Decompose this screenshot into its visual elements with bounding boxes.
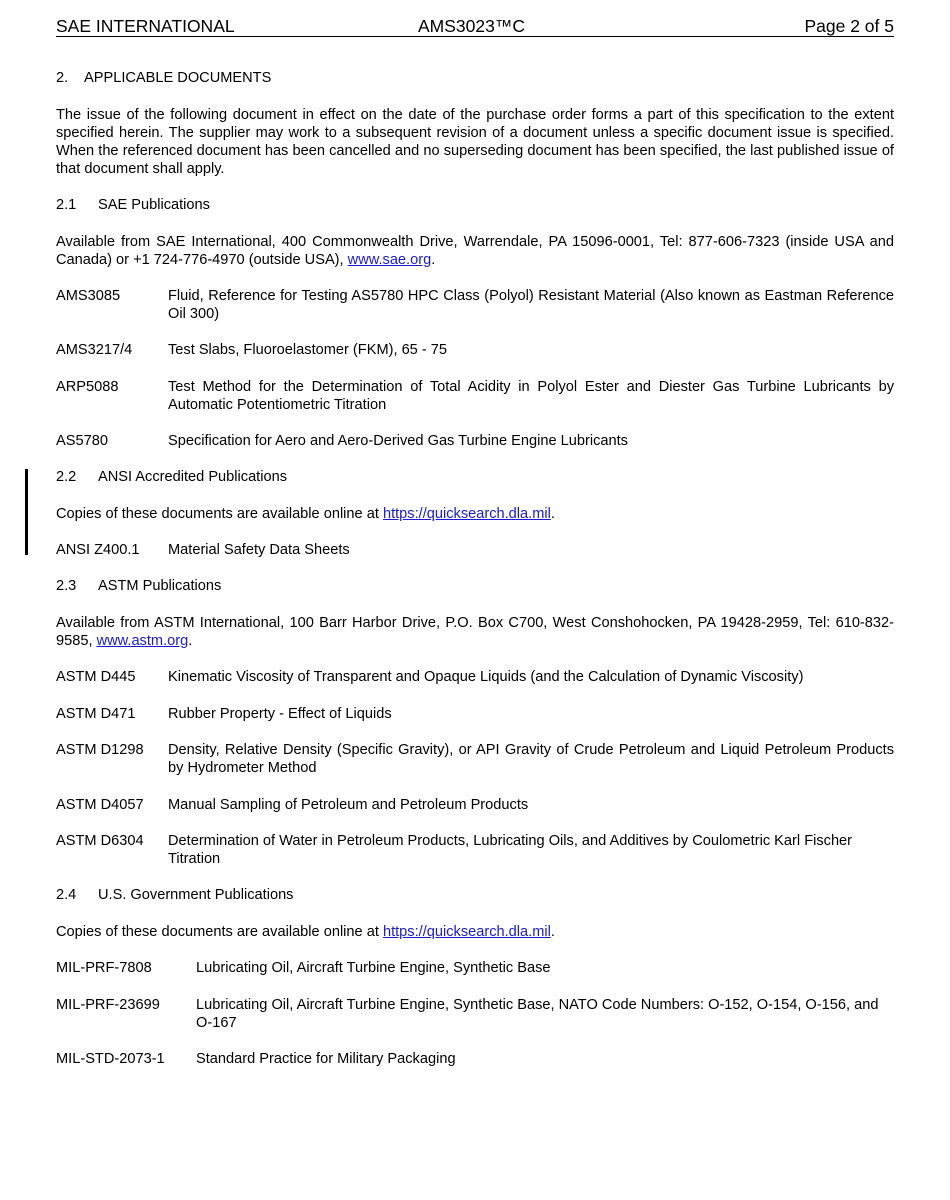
reference-code: ASTM D471	[56, 706, 136, 722]
subsection-title: SAE Publications	[98, 197, 210, 213]
subsection-heading-us-government	[56, 886, 894, 904]
reference-title: Test Method for the Determination of Total Acidity in Polyol Ester and Diester Gas Turbine Lubricants by Automatic Potentiometric Titration	[168, 379, 894, 413]
astm-availability-paragraph: Available from ASTM International, 100 Barr Harbor Drive, P.O. Box C700, West Conshohocken, PA 19428-2959, Tel: 610-832-9585, www.astm.org.	[56, 615, 894, 649]
reference-code: MIL-STD-2073-1	[56, 1051, 165, 1067]
subsection-number: 2.1	[56, 197, 77, 213]
usgov-availability-text: Copies of these documents are available online at	[56, 924, 383, 940]
section-title: APPLICABLE DOCUMENTS	[84, 70, 272, 86]
reference-title: Test Slabs, Fluoroelastomer (FKM), 65 - 75	[168, 342, 447, 358]
header-page-number: Page 2 of 5	[804, 16, 894, 36]
subsection-heading-ansi	[56, 468, 894, 486]
reference-title: Density, Relative Density (Specific Gravity), or API Gravity of Crude Petroleum and Liquid Petroleum Products by Hydrometer Method	[168, 742, 894, 776]
page-header	[56, 16, 894, 37]
astm-availability-text: Available from ASTM International, 100 Barr Harbor Drive, P.O. Box C700, West Conshohocken, PA 19428-2959, Tel: 610-832-9585,	[56, 615, 894, 649]
reference-entry	[56, 1050, 894, 1068]
reference-entry	[56, 705, 894, 723]
reference-code: AMS3217/4	[56, 342, 133, 358]
reference-code: AS5780	[56, 433, 108, 449]
reference-code: ASTM D1298	[56, 742, 144, 758]
quicksearch-link[interactable]: https://quicksearch.dla.mil	[382, 924, 551, 940]
revision-change-bar	[25, 469, 28, 555]
reference-title: Standard Practice for Military Packaging	[196, 1051, 456, 1067]
sae-availability-paragraph: Available from SAE International, 400 Commonwealth Drive, Warrendale, PA 15096-0001, Tel: 877-606-7323 (inside USA and Canada) or +1 724-776-4970 (outside USA), www.sae.org.	[56, 234, 894, 268]
reference-title: Manual Sampling of Petroleum and Petroleum Products	[168, 797, 529, 813]
reference-code: ARP5088	[56, 379, 119, 395]
reference-entry	[56, 378, 894, 414]
subsection-number: 2.3	[56, 578, 77, 594]
reference-code: AMS3085	[56, 288, 121, 304]
reference-entry	[56, 541, 894, 559]
reference-code: ASTM D6304	[56, 833, 144, 849]
subsection-title: ANSI Accredited Publications	[98, 469, 288, 485]
header-doc-id: AMS3023™C	[418, 16, 525, 36]
section-intro-paragraph: The issue of the following document in effect on the date of the purchase order forms a part of this specification to the extent specified herein. The supplier may work to a subsequent revision of a document unless a specific document issue is specified. When the referenced document has been cancelled and no superseding document has been specified, the last published issue of that document shall apply.	[56, 107, 894, 177]
subsection-heading-sae	[56, 196, 894, 214]
reference-title: Lubricating Oil, Aircraft Turbine Engine, Synthetic Base, NATO Code Numbers: O-152, O-154, O-156, and O-167	[196, 997, 879, 1031]
usgov-availability-paragraph: Copies of these documents are available online at https://quicksearch.dla.mil.	[56, 924, 555, 940]
subsection-title: ASTM Publications	[98, 578, 222, 594]
ansi-availability-text: Copies of these documents are available online at	[56, 506, 383, 522]
subsection-heading-astm	[56, 577, 894, 595]
reference-entry	[56, 341, 894, 359]
reference-code: ASTM D4057	[56, 797, 144, 813]
subsection-number: 2.4	[56, 887, 77, 903]
reference-entry	[56, 668, 894, 686]
reference-title: Lubricating Oil, Aircraft Turbine Engine, Synthetic Base	[196, 960, 551, 976]
reference-title: Rubber Property - Effect of Liquids	[168, 706, 392, 722]
reference-code: ASTM D445	[56, 669, 136, 685]
reference-title: Material Safety Data Sheets	[168, 542, 350, 558]
reference-entry	[56, 432, 894, 450]
reference-code: MIL-PRF-7808	[56, 960, 152, 976]
reference-entry	[56, 959, 894, 977]
subsection-title: U.S. Government Publications	[98, 887, 294, 903]
reference-code: ANSI Z400.1	[56, 542, 140, 558]
sae-availability-text: Available from SAE International, 400 Commonwealth Drive, Warrendale, PA 15096-0001, Tel: 877-606-7323 (inside USA and Canada) or +1 724-776-4970 (outside USA),	[56, 234, 894, 268]
reference-title: Kinematic Viscosity of Transparent and Opaque Liquids (and the Calculation of Dynamic Viscosity)	[168, 669, 804, 685]
reference-entry	[56, 741, 894, 777]
sae-website-link[interactable]: www.sae.org	[347, 252, 432, 268]
section-number: 2.	[56, 70, 69, 86]
astm-website-link[interactable]: www.astm.org	[96, 633, 189, 649]
reference-entry	[56, 796, 894, 814]
reference-code: MIL-PRF-23699	[56, 997, 160, 1013]
reference-entry	[56, 832, 894, 868]
reference-entry	[56, 287, 894, 323]
reference-title: Fluid, Reference for Testing AS5780 HPC Class (Polyol) Resistant Material (Also known as Eastman Reference Oil 300)	[168, 288, 894, 322]
reference-entry	[56, 996, 894, 1032]
reference-title: Determination of Water in Petroleum Products, Lubricating Oils, and Additives by Coulometric Karl Fischer Titration	[168, 833, 853, 867]
quicksearch-link[interactable]: https://quicksearch.dla.mil	[382, 506, 551, 522]
header-org: SAE INTERNATIONAL	[56, 16, 235, 36]
subsection-number: 2.2	[56, 469, 77, 485]
ansi-availability-paragraph: Copies of these documents are available online at https://quicksearch.dla.mil.	[56, 506, 555, 522]
section-heading-applicable-documents	[56, 69, 894, 87]
reference-title: Specification for Aero and Aero-Derived Gas Turbine Engine Lubricants	[168, 433, 628, 449]
